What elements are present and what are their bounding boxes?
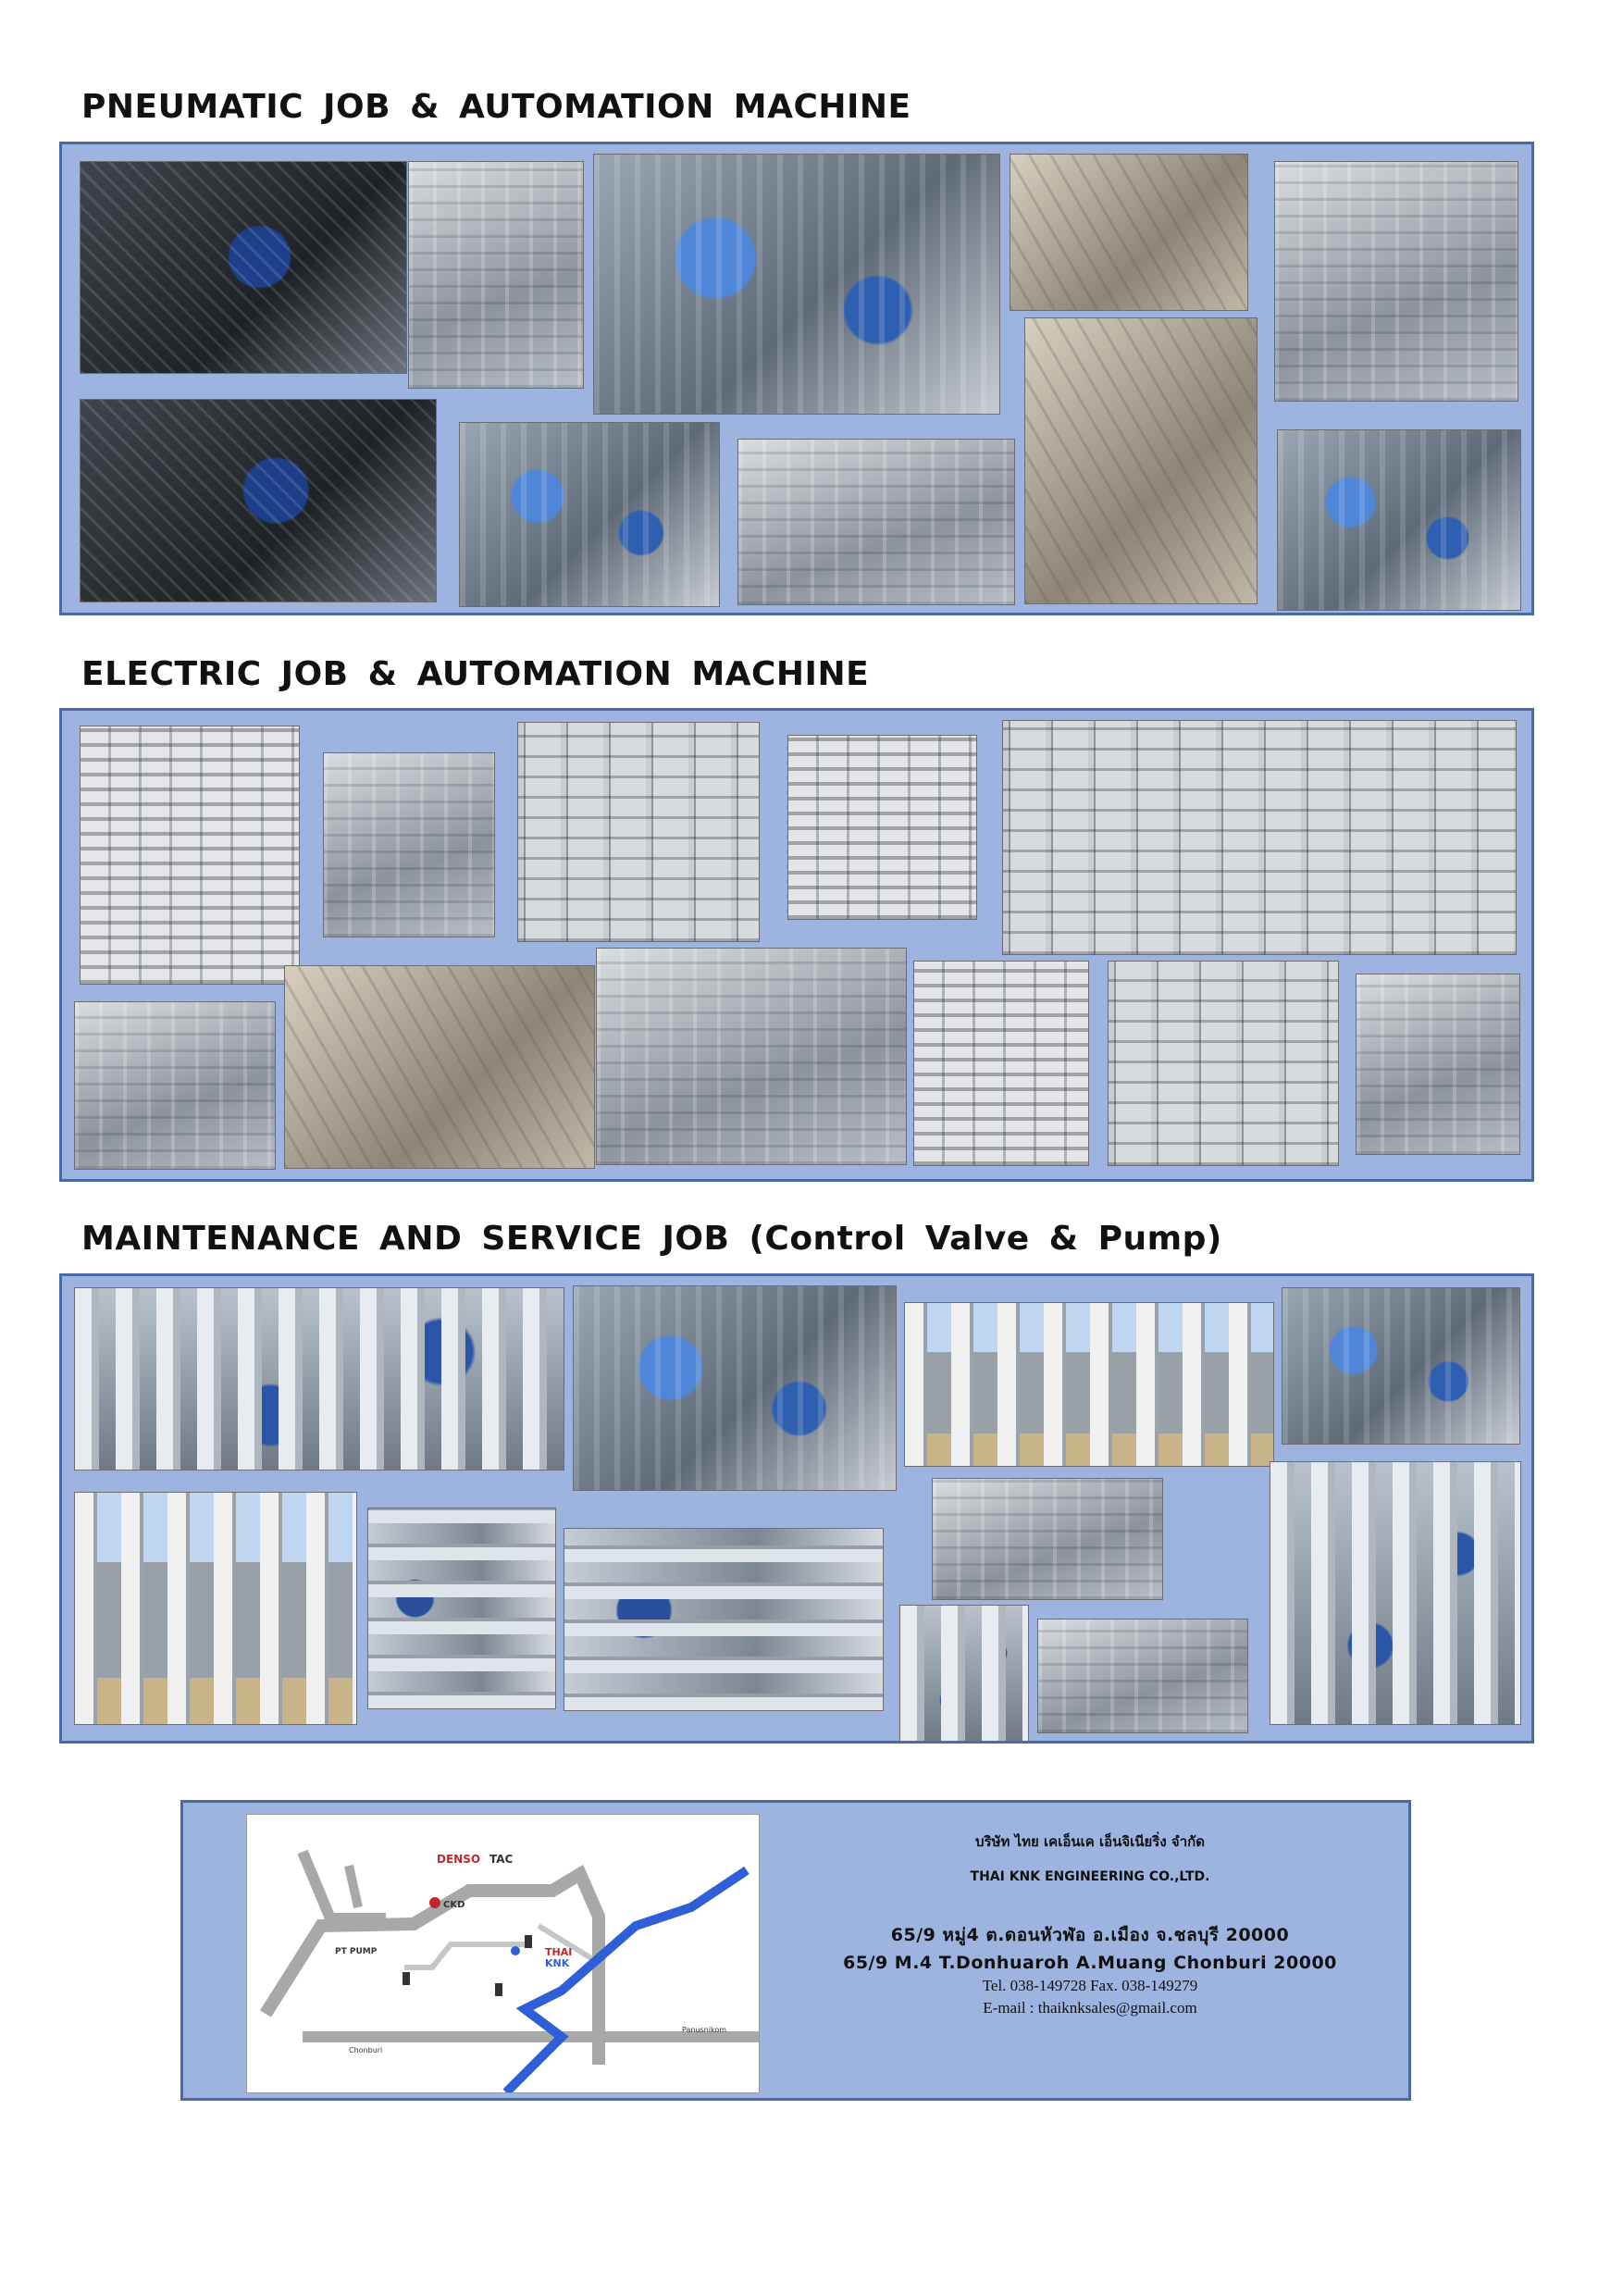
automation-cell-photo — [284, 965, 595, 1169]
location-map — [246, 1814, 760, 2093]
pneumatic-gallery — [59, 142, 1534, 615]
valve-manifold-photo — [408, 161, 584, 389]
map-label-thai: THAI — [545, 1946, 573, 1958]
map-marker-ptpump — [403, 1972, 410, 1985]
wiring-harness-photo — [80, 161, 407, 374]
cylinder-assembly-photo — [459, 422, 720, 607]
electric-gallery — [59, 708, 1534, 1182]
company-name-english: THAI KNK ENGINEERING CO.,LTD. — [970, 1869, 1210, 1884]
tubing-rack-photo — [737, 439, 1015, 605]
machine-hmi-photo — [596, 948, 907, 1165]
actuator-hall-photo — [564, 1528, 884, 1711]
handwheel-valves-photo — [367, 1508, 556, 1709]
contact-panel — [180, 1800, 1411, 2101]
valve-workshop-photo — [1037, 1619, 1248, 1733]
valve-field-photo — [1270, 1461, 1521, 1725]
contact-info — [794, 1823, 1386, 2017]
open-cabinet-photo — [517, 722, 760, 942]
distribution-board-photo — [1108, 961, 1339, 1166]
map-marker-signal — [525, 1935, 532, 1948]
map-road-local — [404, 1944, 525, 1967]
pick-place-unit-photo — [1274, 161, 1518, 402]
control-cabinet-photo — [1024, 317, 1258, 604]
phone-fax: Tel. 038-149728 Fax. 038-149279 — [982, 1977, 1198, 1994]
valve-stock-photo — [899, 1605, 1029, 1742]
address-english: 65/9 M.4 T.Donhuaroh A.Muang Chonburi 20000 — [843, 1953, 1337, 1973]
map-label-ptpump: PT PUMP — [335, 1947, 378, 1956]
map-marker-blue — [511, 1946, 520, 1955]
map-label-ckd: CKD — [443, 1900, 465, 1910]
valve-row-photo — [74, 1287, 564, 1471]
maintenance-gallery — [59, 1273, 1534, 1744]
map-label-chonburi: Chonburi — [349, 2046, 383, 2054]
walkway-valves-photo — [904, 1302, 1274, 1467]
map-label-denso: DENSO — [437, 1853, 481, 1866]
electrical-panel-photo — [80, 726, 300, 985]
company-name-thai: บริษัท ไทย เคเอ็นเค เอ็นจิเนียริ่ง จำกัด — [975, 1833, 1205, 1850]
ball-valves-photo — [932, 1478, 1163, 1600]
pneumatic-panel-photo — [593, 154, 1000, 415]
multi-cabinet-row-photo — [1002, 720, 1517, 955]
blue-actuators-photo — [573, 1285, 897, 1491]
breaker-panel-photo — [913, 961, 1089, 1166]
gate-valves-photo — [1282, 1287, 1520, 1445]
map-marker-ckd — [429, 1897, 440, 1908]
section-title-maintenance: MAINTENANCE AND SERVICE JOB (Control Valve & Pump) — [81, 1220, 1222, 1258]
pipeline-station-photo — [74, 1492, 357, 1725]
map-road-side — [349, 1866, 358, 1907]
pneumatic-cylinders-photo — [1277, 429, 1521, 611]
section-title-electric: ELECTRIC JOB & AUTOMATION MACHINE — [81, 655, 870, 693]
map-road-branch — [303, 1852, 386, 1918]
map-marker-signal-2 — [495, 1983, 502, 1996]
section-title-pneumatic: PNEUMATIC JOB & AUTOMATION MACHINE — [81, 88, 911, 126]
map-label-knk: KNK — [545, 1957, 570, 1969]
control-boxes-photo — [1356, 974, 1520, 1155]
map-label-panusnikom: Panusnikom — [682, 2026, 727, 2034]
small-enclosure-photo — [74, 1001, 276, 1170]
hmi-touchscreen-photo — [323, 752, 495, 937]
rotary-table-photo — [80, 399, 437, 602]
map-label-tac: TAC — [489, 1853, 514, 1866]
robot-gripper-photo — [1010, 154, 1248, 311]
email-address[interactable]: E-mail : thaiknksales@gmail.com — [983, 1999, 1197, 2017]
map-graphic — [247, 1815, 759, 2092]
map-highway — [506, 1870, 747, 2092]
address-thai: 65/9 หมู่4 ต.ดอนหัวฬ่อ อ.เมือง จ.ชลบุรี 20000 — [890, 1925, 1290, 1945]
drive-panel-photo — [787, 735, 977, 920]
